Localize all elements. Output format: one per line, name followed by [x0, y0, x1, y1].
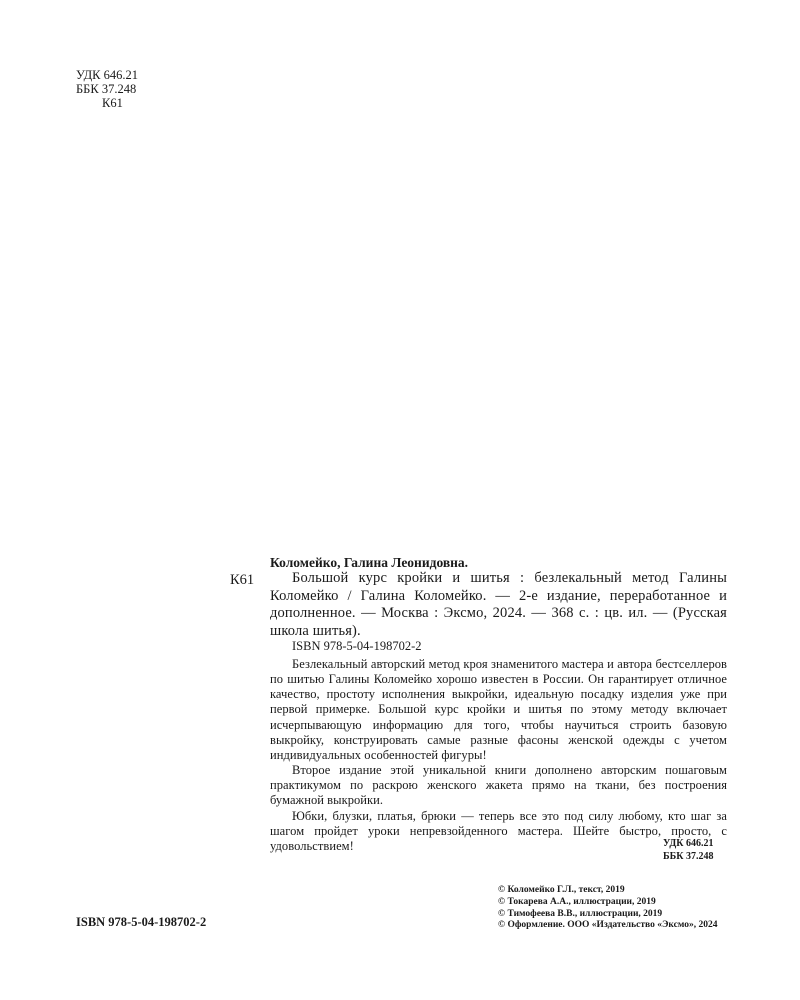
- catalog-bbk-code: ББК 37.248: [663, 850, 714, 862]
- catalog-codes: [663, 838, 713, 863]
- abstract-paragraph: Юбки, блузки, платья, брюки — теперь все это под силу любому, кто шаг за шагом пройдет уроки непревзойденного мастера. Шейте быстро, просто, с удовольствием!: [270, 808, 727, 853]
- udk-code: УДК 646.21: [76, 68, 138, 82]
- author-sign: К61: [102, 96, 123, 110]
- copyright-line: © Тимофеева В.В., иллюстрации, 2019: [498, 908, 663, 919]
- catalog-title-statement: Большой курс кройки и шитья : безлекальный метод Галины Коломейко / Галина Коломейко. — 2-е издание, переработанное и дополненное. — Москва : Эксмо, 2024. — 368 с. : цв. ил. — (Русская школа шитья).: [270, 570, 727, 639]
- catalog-isbn: ISBN 978-5-04-198702-2: [292, 639, 422, 653]
- isbn-bottom: ISBN 978-5-04-198702-2: [76, 915, 207, 929]
- bbk-code: ББК 37.248: [76, 82, 137, 96]
- abstract-paragraph: Второе издание этой уникальной книги дополнено авторским пошаговым практикумом по раскрою женского жакета прямо на ткани, без построения бумажной выкройки.: [270, 763, 727, 808]
- copyright-line: © Коломейко Г.Л., текст, 2019: [498, 885, 625, 895]
- copyright-line: © Токарева А.А., иллюстрации, 2019: [498, 896, 656, 907]
- classification-codes: [76, 68, 138, 110]
- catalog-author-sign: К61: [230, 572, 255, 588]
- catalog-abstract: [270, 657, 727, 854]
- catalog-author: Коломейко, Галина Леонидовна.: [270, 555, 469, 570]
- catalog-udk-code: УДК 646.21: [663, 838, 714, 849]
- copyright-block: [498, 885, 717, 932]
- copyright-line: © Оформление. ООО «Издательство «Эксмо», 2024: [498, 920, 718, 931]
- abstract-paragraph: Безлекальный авторский метод кроя знаменитого мастера и автора бестселлеров по шитью Галины Коломейко хорошо известен в России. Он гарантирует отличное качество, простоту исполнения выкройки, идеальную посадку изделия уже при первой примерке. Большой курс кройки и шитья по этому методу включает исчерпывающую информацию для того, чтобы научиться строить базовую выкройку, конструировать самые разные фасоны женской одежды с учетом индивидуальных особенностей фигуры!: [270, 657, 727, 762]
